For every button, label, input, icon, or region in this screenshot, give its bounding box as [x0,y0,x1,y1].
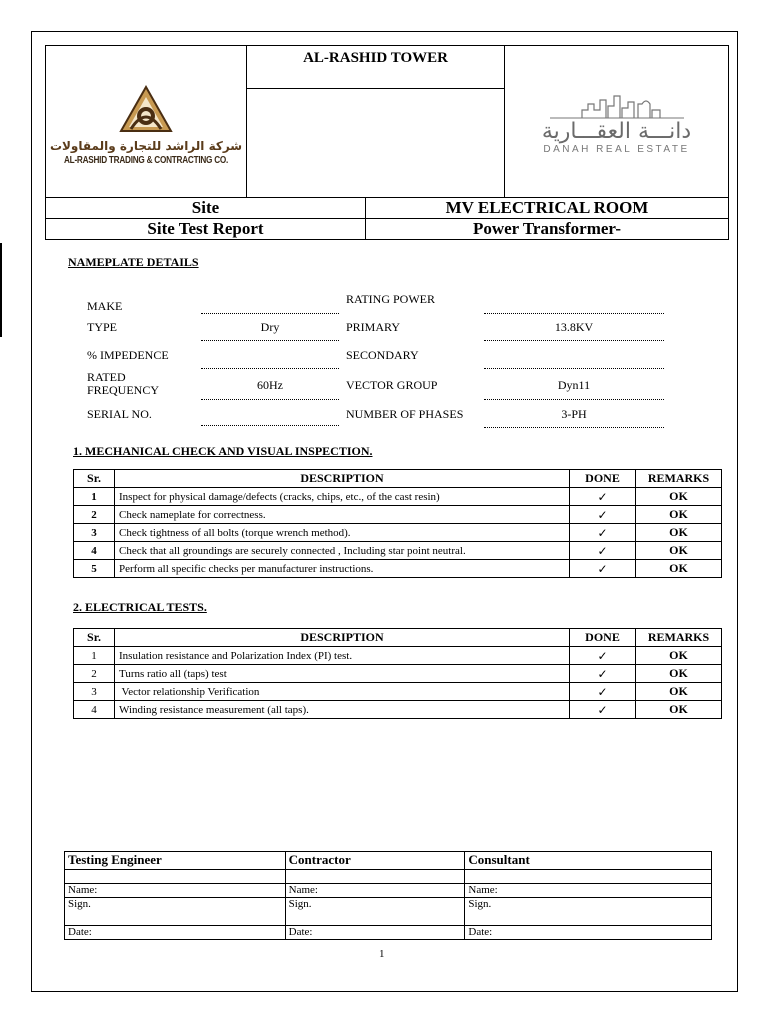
row-description: Inspect for physical damage/defects (cracks, chips, etc., of the cast resin) [115,488,570,506]
row-description: Vector relationship Verification [115,683,570,701]
signature-table [64,851,712,940]
sign-label: Sign. [65,898,286,926]
np-line [201,313,339,314]
site-value: MV ELECTRICAL ROOM [365,198,728,219]
np-value-type: Dry [260,320,280,334]
col-header-description: DESCRIPTION [115,470,570,488]
row-done-check-icon: ✓ [570,701,636,719]
al-rashid-logo-icon [119,85,173,135]
table-row [74,683,722,701]
np-line [201,425,339,426]
np-line [201,399,339,400]
row-sr: 4 [74,542,115,560]
table-row [74,506,722,524]
col-header-sr: Sr. [74,629,115,647]
np-label-serial: SERIAL NO. [87,407,152,421]
table-row [74,524,722,542]
sign-label: Sign. [285,898,465,926]
client-logo-arabic: دانـــة العقـــارية [541,119,692,144]
row-remarks: OK [636,701,722,719]
header-blank-cell [247,89,505,198]
row-remarks: OK [636,665,722,683]
sign-blank [285,870,465,884]
electrical-table [73,628,722,719]
np-value-primary: 13.8KV [554,320,594,334]
site-label: Site [46,198,366,219]
report-label: Site Test Report [46,219,366,240]
row-remarks: OK [636,488,722,506]
row-remarks: OK [636,683,722,701]
sign-party-consultant: Consultant [465,852,712,870]
np-line [484,313,664,314]
contractor-logo-cell [46,46,247,198]
np-line [484,340,664,341]
table-row [74,560,722,578]
row-sr: 3 [74,524,115,542]
np-label-vector-group: VECTOR GROUP [346,378,438,392]
sign-blank [465,870,712,884]
row-remarks: OK [636,560,722,578]
header-table [45,45,729,240]
col-header-description: DESCRIPTION [115,629,570,647]
danah-skyline-icon [542,88,692,120]
np-line [201,340,339,341]
np-label-phases: NUMBER OF PHASES [346,407,464,421]
row-description: Turns ratio all (taps) test [115,665,570,683]
row-done-check-icon: ✓ [570,647,636,665]
np-line [484,427,664,428]
date-label: Date: [65,926,286,940]
name-label: Name: [285,884,465,898]
row-sr: 5 [74,560,115,578]
page-number: 1 [379,948,385,960]
row-description: Check tightness of all bolts (torque wrench method). [115,524,570,542]
report-value: Power Transformer- [365,219,728,240]
table-row [74,665,722,683]
row-done-check-icon: ✓ [570,665,636,683]
contractor-logo-arabic: شركة الراشد للتجارة والمقاولات [49,139,243,153]
mechanical-title: 1. MECHANICAL CHECK AND VISUAL INSPECTION. [73,444,373,458]
electrical-title: 2. ELECTRICAL TESTS. [73,600,207,614]
row-description: Perform all specific checks per manufacturer instructions. [115,560,570,578]
row-description: Winding resistance measurement (all taps). [115,701,570,719]
row-remarks: OK [636,506,722,524]
np-value-phases: 3-PH [561,407,587,421]
table-row [74,488,722,506]
row-remarks: OK [636,524,722,542]
np-line [484,368,664,369]
contractor-logo-english: AL-RASHID TRADING & CONTRACTING CO. [64,155,229,166]
row-description: Check nameplate for correctness. [115,506,570,524]
page-edge-mark [0,243,2,337]
table-row [74,647,722,665]
row-done-check-icon: ✓ [570,560,636,578]
col-header-done: DONE [570,629,636,647]
np-label-impedence: % IMPEDENCE [87,348,169,362]
np-label-secondary: SECONDARY [346,348,419,362]
row-done-check-icon: ✓ [570,506,636,524]
row-sr: 2 [74,506,115,524]
date-label: Date: [285,926,465,940]
date-label: Date: [465,926,712,940]
row-done-check-icon: ✓ [570,683,636,701]
np-label-rating: RATING POWER [346,292,435,306]
np-label-type: TYPE [87,320,117,334]
sign-party-contractor: Contractor [285,852,465,870]
row-description: Check that all groundings are securely connected , Including star point neutral. [115,542,570,560]
row-sr: 3 [74,683,115,701]
col-header-done: DONE [570,470,636,488]
client-logo-english: DANAH REAL ESTATE [543,144,690,155]
sign-blank [65,870,286,884]
row-sr: 1 [74,488,115,506]
name-label: Name: [65,884,286,898]
row-done-check-icon: ✓ [570,524,636,542]
np-line [484,399,664,400]
sign-party-testing-engineer: Testing Engineer [65,852,286,870]
table-row [74,542,722,560]
np-value-vector-group: Dyn11 [557,378,591,392]
row-sr: 2 [74,665,115,683]
nameplate-title: NAMEPLATE DETAILS [68,255,199,269]
sign-label: Sign. [465,898,712,926]
np-label-frequency: RATED FREQUENCY [87,370,160,397]
col-header-sr: Sr. [74,470,115,488]
row-remarks: OK [636,542,722,560]
col-header-remarks: REMARKS [636,470,722,488]
project-title: AL-RASHID TOWER [247,46,505,89]
np-label-make: MAKE [87,299,123,313]
row-sr: 4 [74,701,115,719]
np-value-frequency: 60Hz [257,378,283,392]
np-label-primary: PRIMARY [346,320,401,334]
row-remarks: OK [636,647,722,665]
mechanical-table [73,469,722,578]
client-logo-cell [505,46,729,198]
row-sr: 1 [74,647,115,665]
row-description: Insulation resistance and Polarization Index (PI) test. [115,647,570,665]
table-row [74,701,722,719]
np-line [201,368,339,369]
col-header-remarks: REMARKS [636,629,722,647]
name-label: Name: [465,884,712,898]
row-done-check-icon: ✓ [570,488,636,506]
row-done-check-icon: ✓ [570,542,636,560]
